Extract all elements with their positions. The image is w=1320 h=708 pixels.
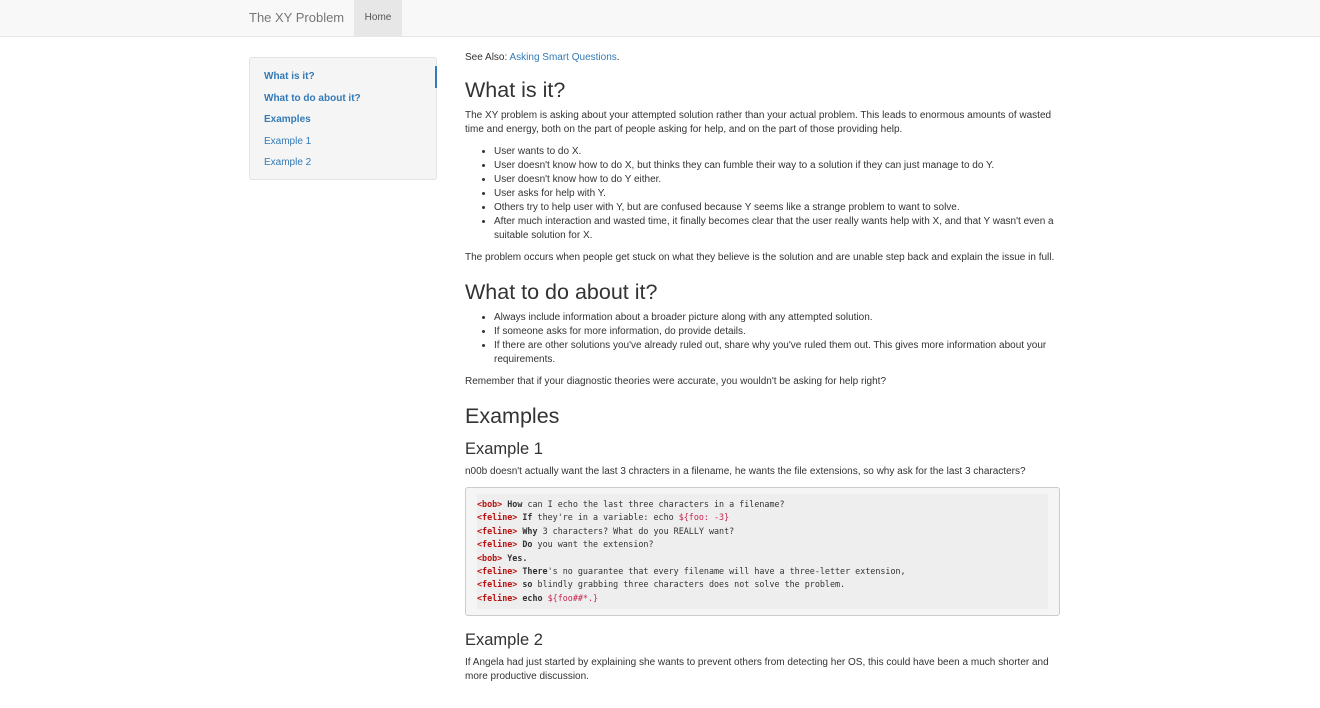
code-keyword: How (507, 499, 523, 509)
list-item: • After much interaction and wasted time, it finally becomes clear that the user really wants help with X, and that Y wasn't even a suitable solution for X. (494, 215, 1060, 243)
list-item: • User wants to do X. (494, 145, 1060, 159)
code-text: you want the extension? (532, 539, 654, 550)
code-line (477, 565, 1048, 578)
sidebar-item-what-to-do (250, 88, 436, 110)
code-line (477, 592, 1048, 605)
code-keyword: Yes. (507, 552, 528, 563)
example-1-code-block (465, 487, 1060, 616)
code-text: 's no guarantee that every filename will have a three-letter extension, (547, 566, 906, 577)
code-lines (477, 494, 1048, 609)
heading-examples: Examples (465, 404, 560, 428)
code-text: 3 characters? What do you REALLY want? (537, 525, 735, 536)
example-2-paragraph: If Angela had just started by explaining she wants to prevent others from detecting her OS, this could have been a much shorter and more productive discussion. (465, 657, 1049, 683)
code-nick: <feline> (477, 512, 518, 523)
code-keyword: Why (522, 525, 538, 536)
code-line (477, 538, 1048, 551)
list-item: • User asks for help with Y. (494, 187, 1060, 201)
see-also-line (465, 51, 1060, 65)
asking-smart-questions-link[interactable]: Asking Smart Questions (509, 52, 617, 63)
see-also-suffix: . (616, 52, 620, 63)
code-nick: <feline> (477, 566, 518, 577)
code-keyword: Do (522, 539, 533, 550)
todo-list (465, 311, 1060, 367)
sidebar-list (250, 58, 436, 174)
sidebar-link-example-1[interactable]: Example 1 (264, 135, 312, 147)
heading-example-1: Example 1 (465, 440, 543, 458)
sidebar-link-what-to-do[interactable]: What to do about it? (264, 92, 361, 104)
sidebar-item-example-1 (250, 131, 436, 153)
sidebar-nav (249, 57, 437, 180)
navbar (0, 0, 1320, 37)
nav-home-link[interactable]: Home (354, 0, 402, 36)
todo-outro-paragraph: Remember that if your diagnostic theories were accurate, you wouldn't be asking for help right? (465, 376, 887, 387)
code-line (477, 498, 1048, 511)
see-also-prefix: See Also: (465, 52, 510, 63)
list-item: • User doesn't know how to do Y either. (494, 173, 1060, 187)
code-keyword: so (522, 579, 533, 590)
code-nick: <bob> (477, 499, 503, 509)
code-keyword: echo (522, 592, 543, 603)
sidebar-item-example-2 (250, 152, 436, 174)
code-line (477, 578, 1048, 591)
heading-what-is-it: What is it? (465, 78, 566, 102)
code-variable: ${foo: -3} (678, 512, 730, 523)
example-1-paragraph: n00b doesn't actually want the last 3 chracters in a filename, he wants the file extensions, so why ask for the last 3 characters? (465, 466, 1026, 477)
list-item: • If someone asks for more information, do provide details. (494, 325, 1060, 339)
list-item: • Others try to help user with Y, but are confused because Y seems like a strange problem to want to solve. (494, 201, 1060, 215)
what-outro-paragraph: The problem occurs when people get stuck on what they believe is the solution and are unable step back and explain the issue in full. (465, 252, 1055, 263)
code-nick: <feline> (477, 592, 518, 603)
sidebar-item-examples (250, 109, 436, 131)
code-text: they're in a variable: echo (532, 512, 679, 523)
heading-example-2: Example 2 (465, 631, 543, 650)
list-item: • If there are other solutions you've already ruled out, share why you've ruled them out. This gives more information about your requirements. (494, 339, 1060, 367)
sidebar-link-example-2[interactable]: Example 2 (264, 157, 312, 169)
sidebar-link-examples[interactable]: Examples (264, 114, 311, 126)
code-text: can I echo the last three characters in a filename? (522, 499, 785, 509)
code-line (477, 511, 1048, 524)
what-intro-paragraph: The XY problem is asking about your attempted solution rather than your actual problem. This leads to enormous amounts of wasted time and energy, both on the part of people asking for help, and on the part of those providing help. (465, 110, 1052, 135)
code-nick: <feline> (477, 579, 518, 590)
code-line (477, 525, 1048, 538)
code-nick: <feline> (477, 539, 518, 550)
brand-link[interactable]: The XY Problem (249, 10, 345, 25)
code-nick: <feline> (477, 525, 518, 536)
code-line (477, 552, 1048, 565)
main-content (465, 51, 1060, 692)
code-text: blindly grabbing three characters does not solve the problem. (532, 579, 846, 590)
what-list (465, 145, 1060, 243)
code-variable: ${foo##*.} (547, 592, 599, 603)
sidebar-link-what-is-it[interactable]: What is it? (264, 71, 315, 82)
code-nick: <bob> (477, 552, 503, 563)
sidebar-item-what-is-it (250, 66, 436, 88)
list-item: • User doesn't know how to do X, but thinks they can fumble their way to a solution if they can just manage to do Y. (494, 159, 1060, 173)
code-keyword: There (522, 566, 548, 577)
heading-what-to-do: What to do about it? (465, 280, 658, 304)
code-keyword: If (522, 512, 533, 523)
list-item: • Always include information about a broader picture along with any attempted solution. (494, 311, 1060, 325)
